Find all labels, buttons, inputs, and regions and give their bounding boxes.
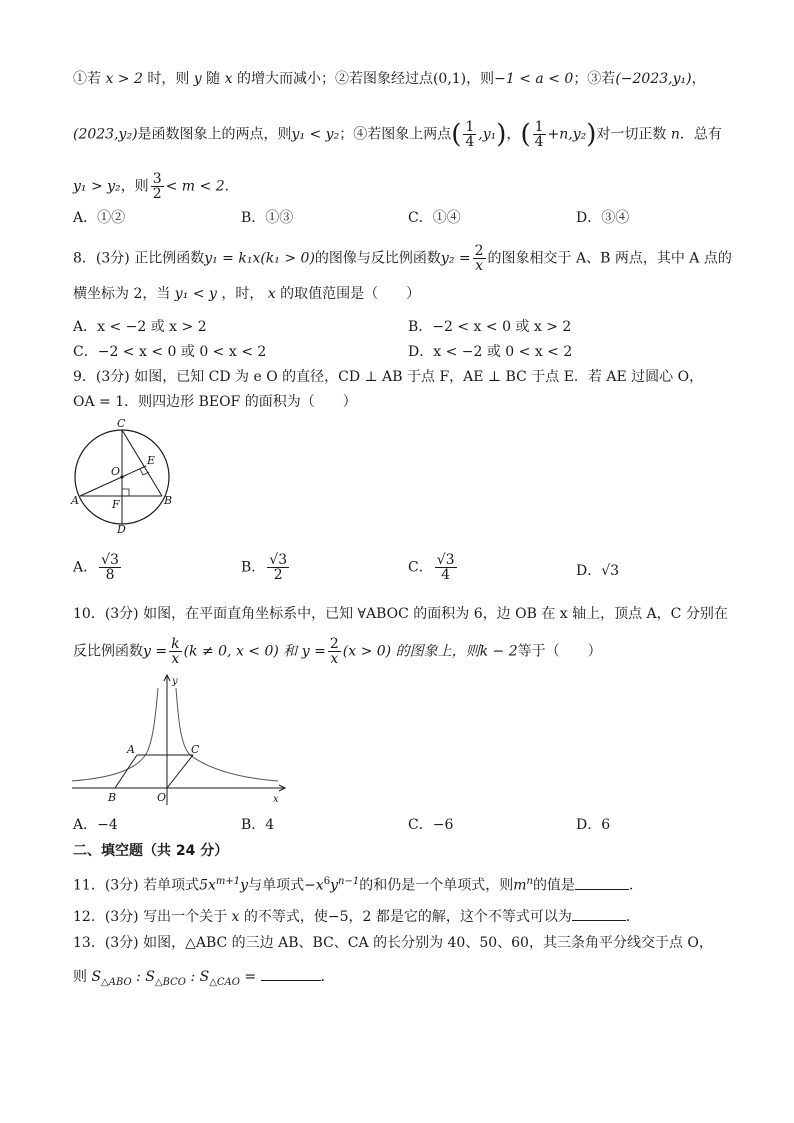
fraction-2-over-x: $\frac{2}{x}$ xyxy=(329,636,339,667)
q10-option-b[interactable]: B．4 xyxy=(241,817,275,833)
q9-line-2: OA = 1．则四边形 BEOF 的面积为（ ） xyxy=(73,394,357,410)
label-f: F xyxy=(112,498,120,511)
label-o: O xyxy=(111,465,121,478)
q10-line-1: 10．(3分) 如图，在平面直角坐标系中，已知 ∀ABOC 的面积为 6，边 OB 在 x 轴上，顶点 A，C 分别在 xyxy=(73,606,728,622)
q12-line: 12．(3分) 写出一个关于 x 的不等式，使−5，2 都是它的解，这个不等式可以为 ． xyxy=(73,909,640,925)
q10-option-a[interactable]: A．−4 xyxy=(73,817,118,833)
segment-cb xyxy=(122,430,162,496)
q8-option-b[interactable]: B．−2 < x < 0 或 x > 2 xyxy=(408,319,572,335)
q9-option-d[interactable]: D．√3 xyxy=(576,563,620,579)
q10-option-c[interactable]: C．−6 xyxy=(408,817,454,833)
q7-option-c[interactable]: C．①④ xyxy=(408,210,461,226)
label-a: A xyxy=(71,494,79,507)
section-title-fill-in: 二、填空题（共 24 分） xyxy=(73,843,229,859)
q10-line-2: 反比例函数y = $\frac{k}{x}$ (k ≠ 0, x < 0) 和 y = $\frac{2}{x}$ (x > 0) 的图象上，则k − 2等于（ ） xyxy=(73,636,602,667)
fraction-one-quarter-2: $\frac{1}{4}$ xyxy=(534,119,544,150)
segment-ab xyxy=(115,755,137,788)
q7-option-b[interactable]: B．①③ xyxy=(241,210,294,226)
segment-oc xyxy=(167,755,193,788)
q9-option-a[interactable]: A． $\frac{√3}{8}$ xyxy=(73,552,119,583)
label-e: E xyxy=(147,454,156,467)
q8-option-d[interactable]: D．x < −2 或 0 < x < 2 xyxy=(408,344,573,360)
left-hyperbola xyxy=(72,688,158,781)
fraction-k-over-x: $\frac{k}{x}$ xyxy=(171,636,180,667)
label-c: C xyxy=(191,743,200,756)
label-b: B xyxy=(164,494,173,507)
q11-line: 11．(3分) 若单项式$5x^{m+1}y$与单项式$-x^6y^{n-1}$的和仍是一个单项式，则$m^n$的值是 ． xyxy=(73,876,643,894)
label-o: O xyxy=(157,791,167,804)
q7-line-1: ①若 x > 2 时，则 y 随 x 的增大而减小；②若图象经过点(0,1)，则−1 < a < 0；③若(−2023,y₁)， xyxy=(73,71,706,87)
q9-option-c[interactable]: C． $\frac{√3}{4}$ xyxy=(408,552,455,583)
circle-figure xyxy=(70,415,185,535)
label-d: D xyxy=(117,523,126,535)
label-x: x xyxy=(273,794,279,805)
label-a: A xyxy=(127,743,135,756)
label-c: C xyxy=(117,417,126,430)
q13-line-1: 13．(3分) 如图，△ABC 的三边 AB、BC、CA 的长分别为 40、50、60，其三条角平分线交于点 O， xyxy=(73,935,713,951)
fraction-one-quarter: $\frac{1}{4}$ xyxy=(465,119,475,150)
q9-line-1: 9．(3分) 如图，已知 CD 为 e O 的直径，CD ⊥ AB 于点 F，AE ⊥ BC 于点 E．若 AE 过圆心 O， xyxy=(73,369,704,385)
q7-line-3: y₁ > y₂，则 $\frac{3}{2}$ < m < 2． xyxy=(73,171,239,202)
fraction-two-over-x: $\frac{2}{x}$ xyxy=(474,243,484,274)
q11-answer-blank[interactable] xyxy=(575,877,629,890)
right-hyperbola xyxy=(176,688,278,781)
center-dot xyxy=(120,475,123,478)
q13-answer-blank[interactable] xyxy=(261,968,321,981)
q8-option-a[interactable]: A．x < −2 或 x > 2 xyxy=(73,319,207,335)
label-y: y xyxy=(172,676,178,687)
right-angle-f xyxy=(122,489,129,496)
q8-option-c[interactable]: C．−2 < x < 0 或 0 < x < 2 xyxy=(73,344,267,360)
fraction-three-halves: $\frac{3}{2}$ xyxy=(152,171,162,202)
q7-option-a[interactable]: A．①② xyxy=(73,210,126,226)
q8-line-2: 横坐标为 2，当 y₁ < y ，时， x 的取值范围是（ ） xyxy=(73,286,421,302)
q9-option-b[interactable]: B． $\frac{√3}{2}$ xyxy=(241,552,288,583)
label-b: B xyxy=(108,791,117,804)
q7-line-2: (2023,y₂)是函数图象上的两点，则y₁ < y₂；④若图象上两点( $\frac{1}{4}$ ,y₁)，( $\frac{1}{4}$ +n,y₂)对一切正数 n．总有 xyxy=(73,119,722,150)
q12-answer-blank[interactable] xyxy=(572,908,626,921)
q7-option-d[interactable]: D．③④ xyxy=(576,210,630,226)
coordinate-figure xyxy=(70,670,292,808)
q10-option-d[interactable]: D．6 xyxy=(576,817,611,833)
q13-line-2: 则 $S_{\triangle ABO}$ : $S_{\triangle BCO}$ : $S_{\triangle CAO}$ = ． xyxy=(73,969,335,988)
q8-line-1: 8．(3分) 正比例函数y₁ = k₁x(k₁ > 0)的图像与反比例函数y₂ = $\frac{2}{x}$ 的图象相交于 A、B 两点，其中 A 点的 xyxy=(73,243,732,274)
